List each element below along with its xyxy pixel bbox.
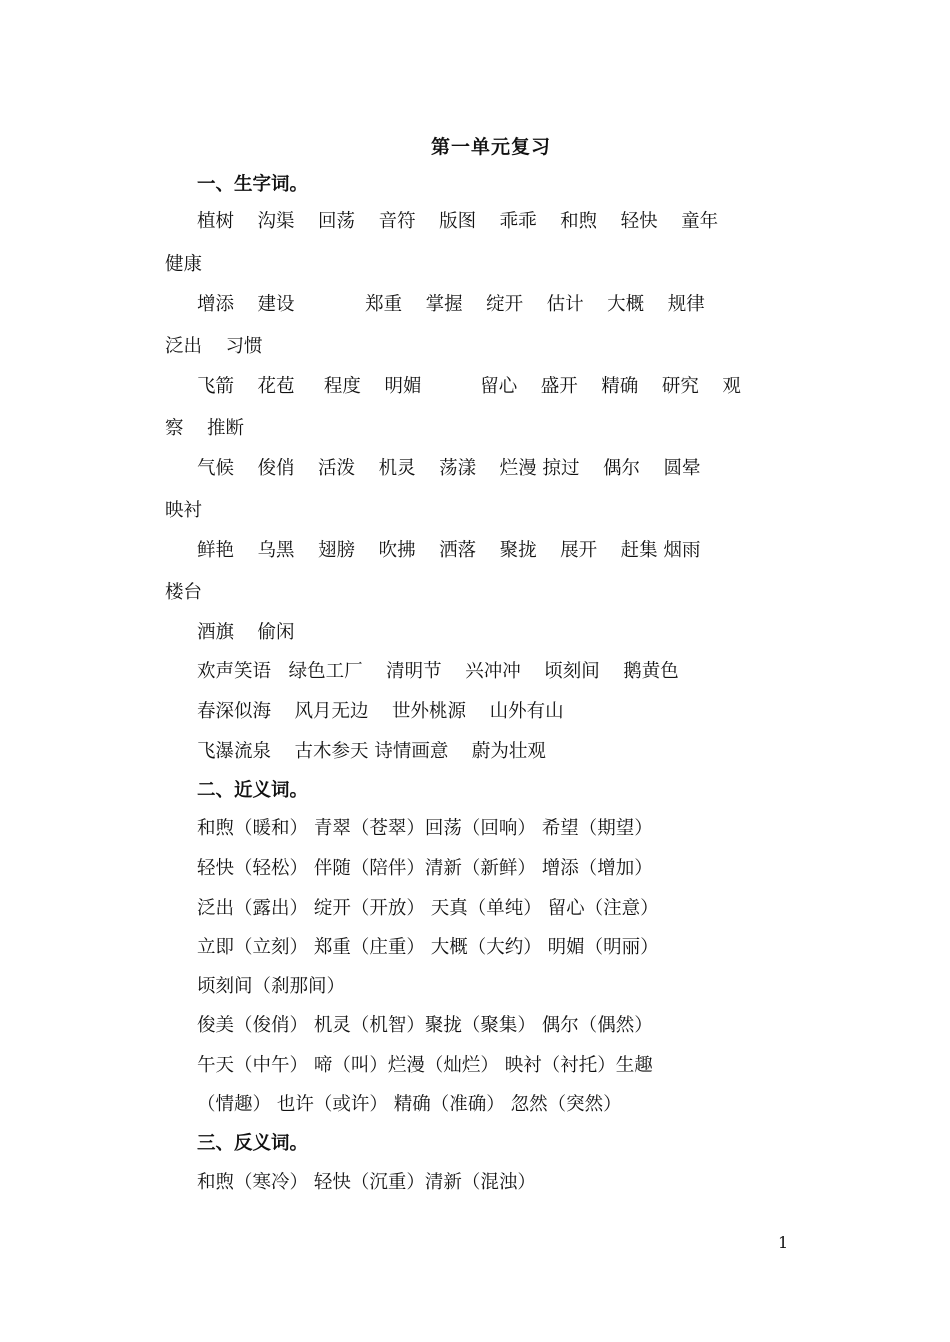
- text-line: 映衬: [165, 500, 203, 521]
- page-number: 1: [778, 1233, 789, 1252]
- text-line: 植树 沟渠 回荡 音符 版图 乖乖 和煦 轻快 童年: [197, 211, 719, 232]
- text-line: 增添 建设 郑重 掌握 绽开 估计 大概 规律: [197, 294, 705, 315]
- text-line: 午天（中午） 啼（叫）烂漫（灿烂） 映衬（衬托）生趣: [197, 1055, 653, 1076]
- text-line: （情趣） 也许（或许） 精确（准确） 忽然（突然）: [197, 1094, 622, 1115]
- text-line: 立即（立刻） 郑重（庄重） 大概（大约） 明媚（明丽）: [197, 937, 659, 958]
- text-line: 气候 俊俏 活泼 机灵 荡漾 烂漫 掠过 偶尔 圆晕: [197, 458, 701, 479]
- section-heading: 二、近义词。: [197, 780, 309, 801]
- text-line: 楼台: [165, 582, 203, 603]
- text-line: 俊美（俊俏） 机灵（机智）聚拢（聚集） 偶尔（偶然）: [197, 1015, 653, 1036]
- text-line: 泛出（露出） 绽开（开放） 天真（单纯） 留心（注意）: [197, 898, 659, 919]
- text-line: 和煦（暖和） 青翠（苍翠）回荡（回响） 希望（期望）: [197, 818, 653, 839]
- section-heading: 一、生字词。: [197, 174, 309, 195]
- text-line: 泛出 习惯: [165, 336, 263, 357]
- text-line: 健康: [165, 254, 203, 275]
- text-line: 飞瀑流泉 古木参天 诗情画意 蔚为壮观: [197, 741, 546, 762]
- text-line: 飞箭 花苞 程度 明媚 留心 盛开 精确 研究 观: [197, 376, 741, 397]
- text-line: 鲜艳 乌黑 翅膀 吹拂 洒落 聚拢 展开 赶集 烟雨: [197, 540, 701, 561]
- text-line: 轻快（轻松） 伴随（陪伴）清新（新鲜） 增添（增加）: [197, 858, 653, 879]
- text-line: 春深似海 风月无边 世外桃源 山外有山: [197, 701, 564, 722]
- text-line: 和煦（寒冷） 轻快（沉重）清新（混浊）: [197, 1172, 536, 1193]
- text-line: 欢声笑语 绿色工厂 清明节 兴冲冲 顷刻间 鹅黄色: [197, 661, 679, 682]
- text-line: 顷刻间（刹那间）: [197, 976, 346, 997]
- text-line: 察 推断: [165, 418, 245, 439]
- text-line: 酒旗 偷闲: [197, 622, 295, 643]
- section-heading: 三、反义词。: [197, 1133, 309, 1154]
- page-title: 第一单元复习: [430, 136, 551, 158]
